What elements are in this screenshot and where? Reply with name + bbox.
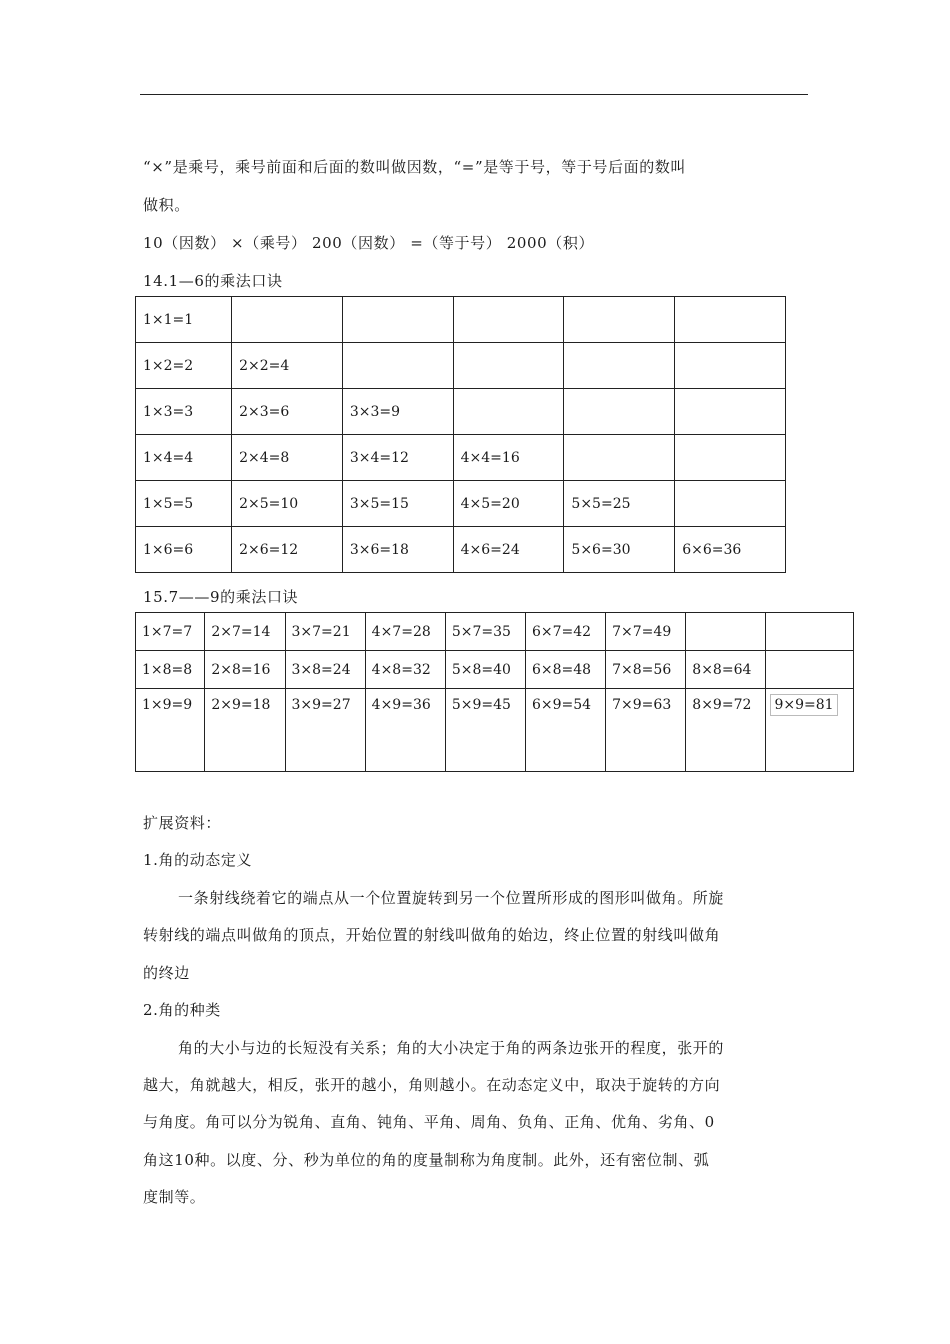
table-cell: 3×4=12 (342, 435, 453, 481)
table-row (136, 613, 854, 651)
table-cell: 4×8=32 (365, 651, 445, 689)
multiplication-table-7-9 (135, 612, 854, 772)
table-cell: 3×3=9 (342, 389, 453, 435)
table-cell: 3×6=18 (342, 527, 453, 573)
table-cell: 1×9=9 (136, 689, 205, 772)
intro-line-1: “×”是乘号，乘号前面和后面的数叫做因数，“=”是等于号，等于号后面的数叫 (143, 158, 687, 176)
table-cell: 8×8=64 (686, 651, 766, 689)
table-cell: 1×6=6 (136, 527, 232, 573)
table-cell: 3×9=27 (285, 689, 365, 772)
extension-heading: 扩展资料： (143, 814, 222, 832)
header-rule (140, 94, 808, 95)
table-cell (675, 481, 786, 527)
table-cell (564, 343, 675, 389)
table-cell (453, 343, 564, 389)
section-2-line-3: 与角度。角可以分为锐角、直角、钝角、平角、周角、负角、正角、优角、劣角、0 (143, 1113, 715, 1131)
boxed-cell-text: 9×9=81 (770, 694, 837, 716)
table-cell (675, 435, 786, 481)
table-cell: 1×4=4 (136, 435, 232, 481)
table-cell: 1×5=5 (136, 481, 232, 527)
table-cell (564, 297, 675, 343)
table-cell: 2×5=10 (232, 481, 343, 527)
table-cell: 5×9=45 (445, 689, 525, 772)
table-cell (766, 651, 854, 689)
table-cell: 1×3=3 (136, 389, 232, 435)
intro-example: 10（因数） ×（乘号） 200（因数） =（等于号） 2000（积） (143, 234, 595, 252)
table-cell (453, 297, 564, 343)
table-cell (564, 389, 675, 435)
table-cell: 2×6=12 (232, 527, 343, 573)
table-cell: 7×7=49 (606, 613, 686, 651)
table-cell: 2×4=8 (232, 435, 343, 481)
table-cell (766, 689, 854, 772)
table-cell: 6×8=48 (525, 651, 605, 689)
table-cell: 2×8=16 (205, 651, 285, 689)
table-row (136, 481, 786, 527)
table-cell (675, 297, 786, 343)
table-cell (342, 297, 453, 343)
table-cell: 7×8=56 (606, 651, 686, 689)
table15-title: 15.7——9的乘法口诀 (143, 588, 299, 606)
table-row (136, 435, 786, 481)
table-cell: 2×2=4 (232, 343, 343, 389)
table-row (136, 689, 854, 772)
section-2-title: 2.角的种类 (143, 1001, 221, 1019)
section-2-line-5: 度制等。 (143, 1188, 206, 1206)
table-cell: 2×3=6 (232, 389, 343, 435)
table-cell (342, 343, 453, 389)
table-cell (675, 343, 786, 389)
table-cell (766, 613, 854, 651)
table-cell: 1×7=7 (136, 613, 205, 651)
table-cell: 4×6=24 (453, 527, 564, 573)
table-row (136, 297, 786, 343)
table-cell: 2×7=14 (205, 613, 285, 651)
table-cell: 1×8=8 (136, 651, 205, 689)
table-cell (453, 389, 564, 435)
table-cell: 4×5=20 (453, 481, 564, 527)
section-2-line-4: 角这10种。以度、分、秒为单位的角的度量制称为角度制。此外，还有密位制、弧 (143, 1151, 710, 1169)
table-cell: 1×1=1 (136, 297, 232, 343)
table-cell: 3×8=24 (285, 651, 365, 689)
section-2-line-2: 越大，角就越大，相反，张开的越小，角则越小。在动态定义中，取决于旋转的方向 (143, 1076, 721, 1094)
section-1-line-1: 一条射线绕着它的端点从一个位置旋转到另一个位置所形成的图形叫做角。所旋 (178, 889, 725, 907)
table-cell: 5×8=40 (445, 651, 525, 689)
table-cell: 4×7=28 (365, 613, 445, 651)
table-cell: 6×9=54 (525, 689, 605, 772)
section-2-line-1: 角的大小与边的长短没有关系；角的大小决定于角的两条边张开的程度，张开的 (178, 1039, 725, 1057)
section-1-title: 1.角的动态定义 (143, 851, 253, 869)
table-cell (564, 435, 675, 481)
multiplication-table-1-6 (135, 296, 786, 573)
section-1-line-2: 转射线的端点叫做角的顶点，开始位置的射线叫做角的始边，终止位置的射线叫做角 (143, 926, 721, 944)
table-cell: 2×9=18 (205, 689, 285, 772)
intro-line-2: 做积。 (143, 196, 190, 214)
table-cell: 5×6=30 (564, 527, 675, 573)
table-cell: 5×5=25 (564, 481, 675, 527)
table-cell: 3×7=21 (285, 613, 365, 651)
table-cell: 3×5=15 (342, 481, 453, 527)
table14-title: 14.1—6的乘法口诀 (143, 272, 283, 290)
table-row (136, 651, 854, 689)
table-cell: 6×6=36 (675, 527, 786, 573)
table-cell (675, 389, 786, 435)
table-cell: 4×9=36 (365, 689, 445, 772)
table-cell: 7×9=63 (606, 689, 686, 772)
table-row (136, 527, 786, 573)
table-cell: 1×2=2 (136, 343, 232, 389)
table-row (136, 389, 786, 435)
table-cell (686, 613, 766, 651)
table-cell: 6×7=42 (525, 613, 605, 651)
table-row (136, 343, 786, 389)
table-cell: 5×7=35 (445, 613, 525, 651)
table-cell: 4×4=16 (453, 435, 564, 481)
table-cell (232, 297, 343, 343)
table-cell: 8×9=72 (686, 689, 766, 772)
section-1-line-3: 的终边 (143, 964, 190, 982)
